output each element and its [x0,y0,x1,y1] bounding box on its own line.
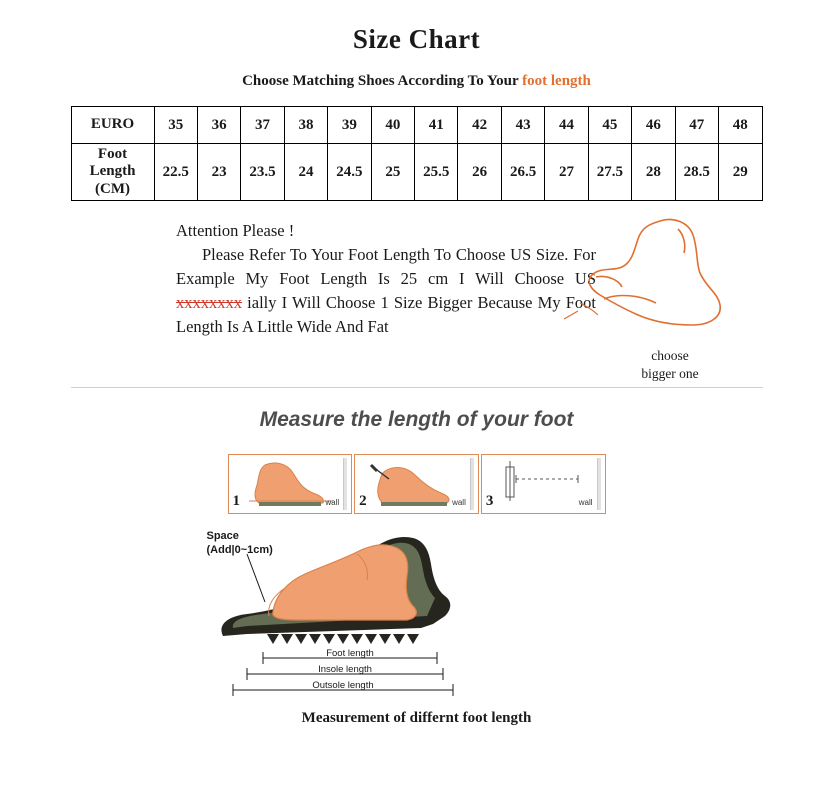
table-cell: 22.5 [154,144,197,201]
step-3-wall-label: wall [578,498,593,507]
table-cell: 25.5 [415,144,458,201]
table-cell: 35 [154,107,197,144]
table-cell: 46 [632,107,675,144]
attention-body [176,243,596,339]
step-1-wall-graphic [343,458,347,510]
page-subtitle [0,73,833,90]
foot-sketch-svg [560,215,760,345]
attention-struck-text: xxxxxxxx [176,292,242,312]
step-2-wall-label: wall [452,498,466,507]
foot-outline-sketch [560,215,760,345]
table-cell: 48 [718,107,762,144]
space-label-line1: Space [206,530,239,542]
table-cell: 38 [284,107,327,144]
subtitle-plain-text: Choose Matching Shoes According To Your [242,73,523,89]
step-3 [481,454,606,514]
table-cell: 26.5 [501,144,544,201]
table-cell: 40 [371,107,414,144]
row-header-euro: EURO [71,107,154,144]
row-header-foot-length [71,144,154,201]
attention-line5: And Fat [334,316,389,336]
measure-section-title: Measure the length of your foot [259,408,574,431]
table-cell: 42 [458,107,501,144]
space-label [207,530,273,558]
choose-bigger-line2: bigger one [641,366,699,382]
table-cell: 41 [415,107,458,144]
table-cell: 26 [458,144,501,201]
table-cell: 44 [545,107,588,144]
step-2-wall-graphic [470,458,474,510]
attention-text [176,219,596,339]
bottom-caption: Measurement of differnt foot length [301,710,532,726]
table-cell: 45 [588,107,631,144]
table-cell: 43 [501,107,544,144]
table-cell: 24.5 [328,144,371,201]
table-row-foot-length [71,144,762,201]
size-chart-page [0,24,833,798]
attention-line1: Please Refer To Your Foot Length To Choose [202,244,506,264]
table-cell: 23.5 [241,144,284,201]
attention-line4: Bigger Because My Foot Length Is A Little Wide [176,292,597,336]
section-divider [71,387,763,388]
attention-section [0,215,833,385]
table-row-euro [71,107,762,144]
table-cell: 25 [371,144,414,201]
table-cell: 47 [675,107,718,144]
space-label-line2: (Add|0~1cm) [206,543,273,556]
table-cell: 27.5 [588,144,631,201]
table-cell: 36 [197,107,240,144]
step-1 [228,454,353,514]
subtitle-accent-text: foot length [522,73,591,89]
row-header-line1: Foot [97,146,128,163]
size-table-wrapper [71,106,763,201]
step-2-number: 2 [359,493,367,509]
step-3-wall-graphic [597,458,601,510]
table-cell: 27 [545,144,588,201]
table-cell: 37 [241,107,284,144]
size-table [71,106,763,201]
foot-in-shoe-diagram [207,524,627,704]
dimension-label-insole-length: Insole length [317,664,372,675]
step-1-wall-label: wall [325,498,340,507]
choose-bigger-note [600,347,740,383]
attention-line3-suffix: ially I Will Choose 1 Size [242,292,423,312]
table-cell: 24 [284,144,327,201]
table-cell: 29 [718,144,762,201]
step-2 [354,454,479,514]
attention-heading: Attention Please ! [176,221,295,240]
dimension-label-foot-length: Foot length [325,648,374,659]
table-cell: 28 [632,144,675,201]
step-3-number: 3 [485,493,494,509]
step-1-number: 1 [232,493,240,509]
page-title: Size Chart [352,24,481,54]
table-cell: 23 [197,144,240,201]
attention-line3-prefix: Will Choose US [475,268,596,288]
row-header-line3: (CM) [95,180,130,197]
dimension-label-outsole-length: Outsole length [311,680,374,691]
table-cell: 28.5 [675,144,718,201]
choose-bigger-line1: choose [651,348,689,363]
table-cell: 39 [328,107,371,144]
attention-line2: US Size. For Example My Foot Length Is 25 cm I [176,244,597,288]
measure-steps [228,454,606,514]
row-header-line2: Length [89,163,136,180]
